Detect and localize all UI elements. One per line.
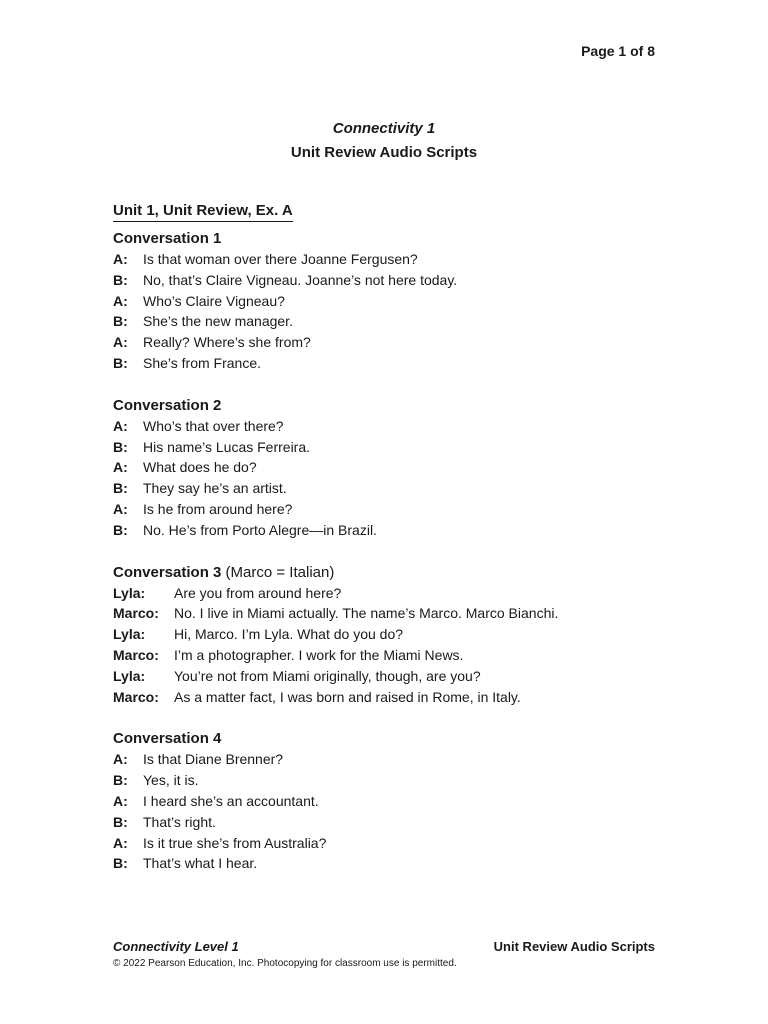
line-text: Is he from around here? <box>143 500 293 517</box>
script-line <box>113 416 673 437</box>
section-title: Unit 1, Unit Review, Ex. A <box>113 202 293 222</box>
conversation-title: Conversation 4 <box>113 730 222 748</box>
script-line <box>113 332 673 353</box>
speaker-label: B: <box>113 271 128 288</box>
speaker-label: A: <box>113 834 128 851</box>
line-text: No. He’s from Porto Alegre—in Brazil. <box>143 521 377 538</box>
conversation-heading <box>113 396 673 416</box>
line-text: Who’s Claire Vigneau? <box>143 292 285 309</box>
script-line <box>113 791 673 812</box>
line-text: Who’s that over there? <box>143 417 284 434</box>
line-text: Is that Diane Brenner? <box>143 751 284 768</box>
script-line <box>113 645 673 666</box>
script-line <box>113 311 673 332</box>
script-line <box>113 583 673 604</box>
line-text: Really? Where’s she from? <box>143 334 311 351</box>
speaker-label: B: <box>113 313 128 330</box>
script-line <box>113 353 673 374</box>
speaker-label: B: <box>113 521 128 538</box>
document-subtitle: Unit Review Audio Scripts <box>290 144 478 161</box>
conversation-title: Conversation 3 <box>113 563 222 581</box>
copyright-notice: © 2022 Pearson Education, Inc. Photocopying for classroom use is permitted. <box>113 958 457 969</box>
speaker-label: Lyla: <box>113 584 146 601</box>
page-number: Page 1 of 8 <box>581 43 655 59</box>
line-text: Is it true she’s from Australia? <box>143 834 327 851</box>
script-line <box>113 666 673 687</box>
speaker-label: A: <box>113 792 128 809</box>
line-text: As a matter fact, I was born and raised in Rome, in Italy. <box>174 688 521 705</box>
line-text: That’s what I hear. <box>143 855 258 872</box>
conversation-3 <box>113 563 673 708</box>
conversation-heading <box>113 729 673 749</box>
conversation-title: Conversation 2 <box>113 396 222 414</box>
line-text: No. I live in Miami actually. The name’s Marco. Marco Bianchi. <box>174 605 559 622</box>
page-footer <box>113 939 655 970</box>
script-line <box>113 624 673 645</box>
line-text: She’s from France. <box>143 354 262 371</box>
line-text: I’m a photographer. I work for the Miami News. <box>174 646 464 663</box>
speaker-label: B: <box>113 480 128 497</box>
conversation-title: Conversation 1 <box>113 230 222 247</box>
script-line <box>113 603 673 624</box>
script-line <box>113 749 673 770</box>
script-line <box>113 833 673 854</box>
speaker-label: A: <box>113 500 128 517</box>
conversation-2 <box>113 396 673 541</box>
conversation-1 <box>113 229 673 374</box>
script-line <box>113 478 673 499</box>
speaker-label: B: <box>113 354 128 371</box>
script-line <box>113 812 673 833</box>
line-text: Hi, Marco. I’m Lyla. What do you do? <box>174 626 404 643</box>
line-text: His name’s Lucas Ferreira. <box>143 438 311 455</box>
speaker-label: A: <box>113 334 128 351</box>
speaker-label: A: <box>113 459 128 476</box>
conversation-note: (Marco = Italian) <box>221 563 335 581</box>
line-text: They say he’s an artist. <box>143 480 287 497</box>
script-line <box>113 520 673 541</box>
script-content <box>113 202 673 874</box>
footer-document-title: Unit Review Audio Scripts <box>493 939 655 954</box>
line-text: That’s right. <box>143 813 216 830</box>
script-line <box>113 499 673 520</box>
script-line <box>113 853 673 874</box>
conversation-4 <box>113 729 673 874</box>
speaker-label: Marco: <box>113 688 159 705</box>
script-line <box>113 249 673 270</box>
script-line <box>113 770 673 791</box>
line-text: What does he do? <box>143 459 257 476</box>
line-text: She’s the new manager. <box>143 313 293 330</box>
line-text: Yes, it is. <box>143 772 199 789</box>
document-title: Connectivity 1 <box>332 120 436 137</box>
speaker-label: Marco: <box>113 605 159 622</box>
conversation-heading <box>113 563 673 583</box>
line-text: Are you from around here? <box>174 584 342 601</box>
script-line <box>113 291 673 312</box>
script-line <box>113 457 673 478</box>
speaker-label: A: <box>113 417 128 434</box>
footer-book-title: Connectivity Level 1 <box>113 939 239 954</box>
line-text: No, that’s Claire Vigneau. Joanne’s not here today. <box>143 271 458 288</box>
line-text: I heard she’s an accountant. <box>143 792 319 809</box>
speaker-label: A: <box>113 292 128 309</box>
speaker-label: Lyla: <box>113 626 146 643</box>
speaker-label: B: <box>113 438 128 455</box>
speaker-label: A: <box>113 751 128 768</box>
speaker-label: B: <box>113 772 128 789</box>
conversation-heading <box>113 229 673 249</box>
speaker-label: B: <box>113 813 128 830</box>
script-line <box>113 270 673 291</box>
speaker-label: B: <box>113 855 128 872</box>
script-line <box>113 687 673 708</box>
speaker-label: Lyla: <box>113 667 146 684</box>
line-text: Is that woman over there Joanne Fergusen? <box>143 251 418 267</box>
line-text: You’re not from Miami originally, though, are you? <box>174 667 481 684</box>
title-block <box>0 120 768 162</box>
script-line <box>113 437 673 458</box>
footer-row <box>113 939 655 955</box>
speaker-label: Marco: <box>113 646 159 663</box>
speaker-label: A: <box>113 251 128 267</box>
